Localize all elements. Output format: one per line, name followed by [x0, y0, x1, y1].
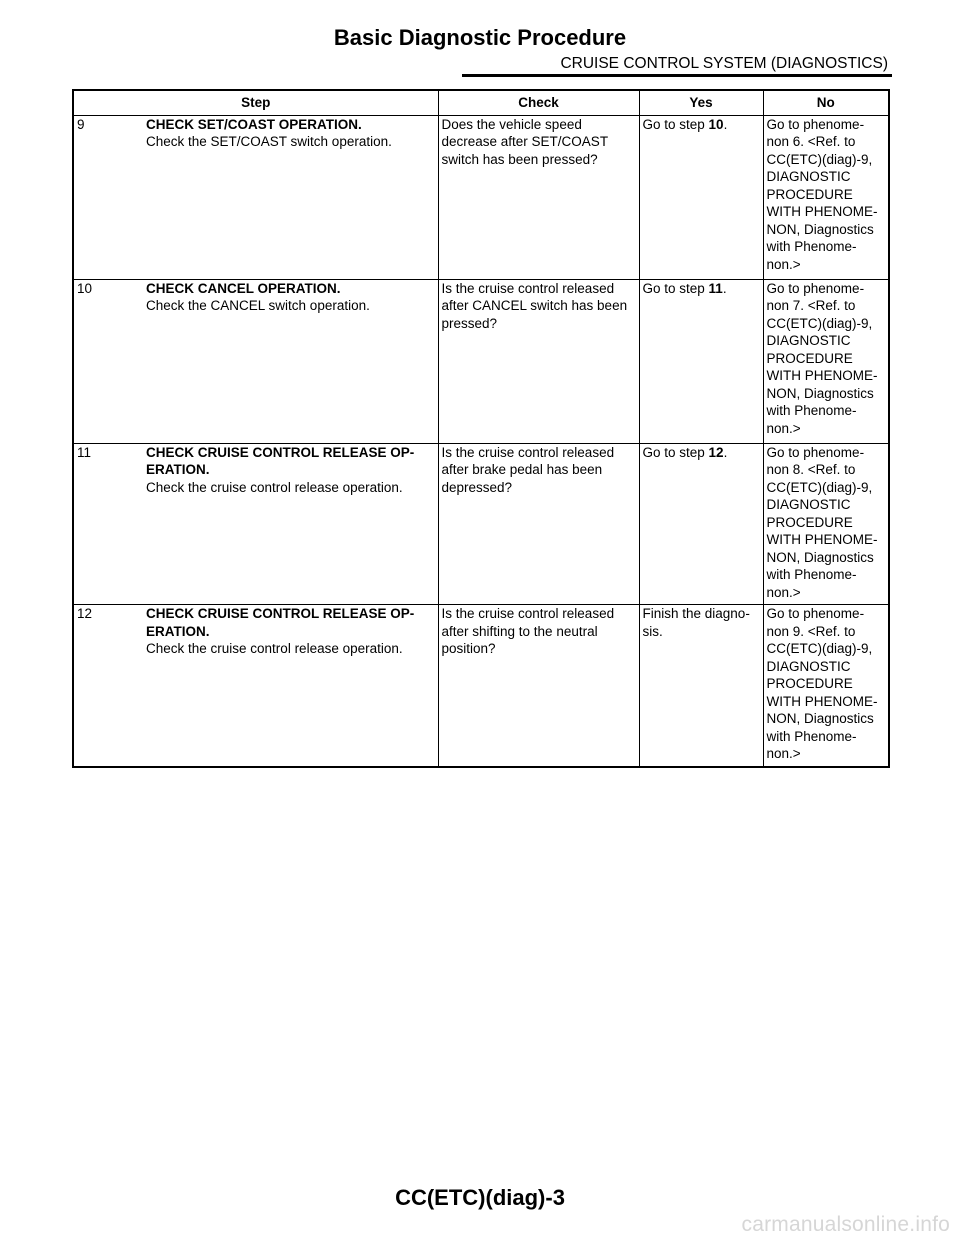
yes-text: Go to step	[642, 116, 709, 132]
diagnostic-table	[72, 89, 890, 768]
check-cell: Is the cruise control released after shifting to the neutral position?	[438, 605, 639, 767]
step-instruction: Check the SET/COAST switch operation.	[146, 134, 392, 149]
step-instruction: Check the CANCEL switch operation.	[146, 298, 370, 313]
step-instruction: Check the cruise control release operation.	[146, 479, 403, 495]
watermark: carmanualsonline.info	[741, 1213, 950, 1236]
no-cell[interactable]: Go to phenome-non 8. <Ref. to CC(ETC)(diag)-9, DIAGNOSTIC PROCEDURE WITH PHENOME-NON, Diagnostics with Phenome-non.>	[763, 443, 889, 605]
step-number: 12	[77, 606, 93, 621]
yes-suffix: .	[722, 280, 727, 296]
step-cell	[73, 279, 438, 443]
column-header-step: Step	[73, 90, 438, 115]
yes-step-ref[interactable]: 11	[708, 280, 723, 296]
no-cell[interactable]: Go to phenome-non 7. <Ref. to CC(ETC)(diag)-9, DIAGNOSTIC PROCEDURE WITH PHENOME-NON, Diagnostics with Phenome-non.>	[763, 279, 889, 443]
yes-cell	[639, 443, 763, 605]
step-cell	[73, 605, 438, 767]
no-cell[interactable]: Go to phenome-non 9. <Ref. to CC(ETC)(diag)-9, DIAGNOSTIC PROCEDURE WITH PHENOME-NON, Diagnostics with Phenome-non.>	[763, 605, 889, 767]
step-cell	[73, 115, 438, 279]
step-heading: CHECK CRUISE CONTROL RELEASE OP-ERATION.	[146, 606, 415, 639]
check-cell: Is the cruise control released after CANCEL switch has been pressed?	[438, 279, 639, 443]
step-heading: CHECK CRUISE CONTROL RELEASE OP-ERATION.	[146, 444, 415, 477]
yes-step-ref[interactable]: 12	[708, 444, 724, 460]
step-heading: CHECK CANCEL OPERATION.	[146, 280, 341, 296]
step-number: 10	[77, 280, 93, 296]
yes-cell	[639, 115, 763, 279]
yes-cell	[639, 279, 763, 443]
yes-text: Go to step	[642, 280, 709, 296]
step-number: 11	[77, 444, 92, 460]
table-header-row	[73, 90, 889, 115]
yes-text: Finish the diagno-sis.	[642, 606, 750, 639]
page-title: Basic Diagnostic Procedure	[333, 25, 627, 50]
header-rule	[462, 74, 892, 77]
step-heading: CHECK SET/COAST OPERATION.	[146, 116, 362, 132]
yes-text: Go to step	[642, 444, 709, 460]
table-row	[73, 605, 889, 767]
table-row	[73, 443, 889, 605]
yes-suffix: .	[723, 116, 728, 132]
yes-cell	[639, 605, 763, 767]
yes-step-ref[interactable]: 10	[708, 116, 724, 132]
table-row	[73, 279, 889, 443]
page-number-label: CC(ETC)(diag)-3	[395, 1185, 565, 1210]
step-number: 9	[77, 116, 85, 132]
check-cell: Does the vehicle speed decrease after SET/COAST switch has been pressed?	[438, 115, 639, 279]
section-title: CRUISE CONTROL SYSTEM (DIAGNOSTICS)	[560, 55, 888, 72]
step-cell	[73, 443, 438, 605]
check-cell: Is the cruise control released after brake pedal has been depressed?	[438, 443, 639, 605]
step-instruction: Check the cruise control release operation.	[146, 641, 403, 656]
column-header-yes: Yes	[639, 90, 763, 115]
column-header-no: No	[763, 90, 889, 115]
yes-suffix: .	[723, 444, 728, 460]
no-cell[interactable]: Go to phenome-non 6. <Ref. to CC(ETC)(diag)-9, DIAGNOSTIC PROCEDURE WITH PHENOME-NON, Diagnostics with Phenome-non.>	[763, 115, 889, 279]
column-header-check: Check	[438, 90, 639, 115]
table-row	[73, 115, 889, 279]
